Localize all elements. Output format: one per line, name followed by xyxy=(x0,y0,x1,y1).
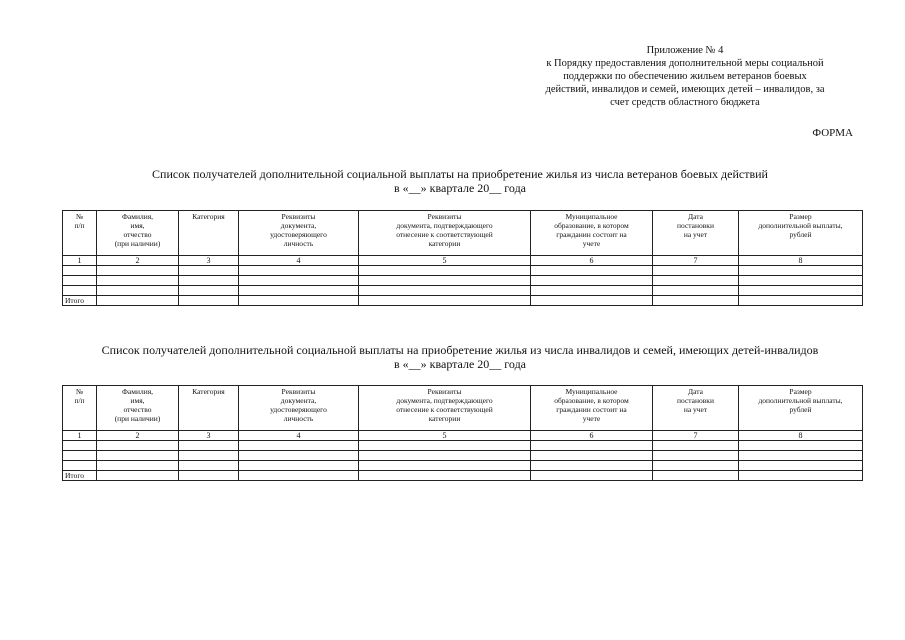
annex-line: поддержки по обеспечению жильем ветеранов боевых xyxy=(563,71,807,82)
empty-cell[interactable] xyxy=(739,461,863,471)
column-number: 7 xyxy=(653,431,739,441)
empty-cell[interactable] xyxy=(179,286,239,296)
column-number: 5 xyxy=(359,431,531,441)
column-header-line: Дата xyxy=(688,212,703,221)
empty-cell[interactable] xyxy=(97,451,179,461)
empty-cell[interactable] xyxy=(97,286,179,296)
column-header-line: постановки xyxy=(677,221,714,230)
column-header-line: Фамилия, xyxy=(121,212,154,221)
total-cell[interactable] xyxy=(531,296,653,306)
column-number: 1 xyxy=(63,431,97,441)
column-header-line: учете xyxy=(582,239,601,248)
table-row xyxy=(63,276,863,286)
column-header-line: на учет xyxy=(683,230,708,239)
empty-cell[interactable] xyxy=(531,286,653,296)
empty-cell[interactable] xyxy=(653,286,739,296)
column-header-line: гражданин состоит на xyxy=(556,230,627,239)
empty-cell[interactable] xyxy=(359,461,531,471)
empty-cell[interactable] xyxy=(359,276,531,286)
column-header-line: личность xyxy=(283,239,314,248)
column-header-line: дополнительной выплаты, xyxy=(758,221,843,230)
empty-cell[interactable] xyxy=(63,286,97,296)
empty-cell[interactable] xyxy=(179,266,239,276)
total-label: Итого xyxy=(63,296,97,306)
column-number: 8 xyxy=(739,431,863,441)
total-cell[interactable] xyxy=(179,296,239,306)
total-cell[interactable] xyxy=(97,296,179,306)
column-header-line: удостоверяющего xyxy=(270,405,327,414)
empty-cell[interactable] xyxy=(739,266,863,276)
total-cell[interactable] xyxy=(97,471,179,481)
column-number: 4 xyxy=(239,431,359,441)
column-header-line: документа, xyxy=(280,221,317,230)
total-cell[interactable] xyxy=(739,296,863,306)
annex-line: счет средств областного бюджета xyxy=(610,97,760,108)
table2-title: Список получателей дополнительной социальной выплаты на приобретение жилья из числа инвалидов и семей, имеющих детей-инвалидов xyxy=(101,343,819,357)
column-header-line: на учет xyxy=(683,405,708,414)
total-cell[interactable] xyxy=(359,296,531,306)
table1-header-row xyxy=(63,211,863,256)
empty-cell[interactable] xyxy=(653,451,739,461)
empty-cell[interactable] xyxy=(239,276,359,286)
empty-cell[interactable] xyxy=(179,451,239,461)
empty-cell[interactable] xyxy=(63,461,97,471)
total-cell[interactable] xyxy=(653,471,739,481)
column-header-line: категории xyxy=(428,414,461,423)
column-header xyxy=(531,211,653,256)
column-header xyxy=(63,211,97,256)
column-header xyxy=(531,386,653,431)
total-cell[interactable] xyxy=(179,471,239,481)
column-header-line: документа, подтверждающего xyxy=(396,396,493,405)
column-header-line: п/п xyxy=(74,396,85,405)
empty-cell[interactable] xyxy=(359,451,531,461)
empty-cell[interactable] xyxy=(179,276,239,286)
empty-cell[interactable] xyxy=(531,266,653,276)
column-header-line: категории xyxy=(428,239,461,248)
empty-cell[interactable] xyxy=(239,266,359,276)
empty-cell[interactable] xyxy=(653,266,739,276)
empty-cell[interactable] xyxy=(531,441,653,451)
annex-number: Приложение № 4 xyxy=(646,45,724,56)
empty-cell[interactable] xyxy=(239,461,359,471)
empty-cell[interactable] xyxy=(653,276,739,286)
table1-title: Список получателей дополнительной социальной выплаты на приобретение жилья из числа ветеранов боевых действий xyxy=(152,167,768,181)
total-cell[interactable] xyxy=(739,471,863,481)
column-header-line: гражданин состоит на xyxy=(556,405,627,414)
empty-cell[interactable] xyxy=(63,266,97,276)
empty-cell[interactable] xyxy=(239,441,359,451)
table2-title-block xyxy=(60,343,860,371)
column-header-line: Категория xyxy=(192,212,225,221)
table2-total-row xyxy=(63,471,863,481)
empty-cell[interactable] xyxy=(239,451,359,461)
empty-cell[interactable] xyxy=(359,286,531,296)
empty-cell[interactable] xyxy=(63,276,97,286)
annex-line: к Порядку предоставления дополнительной меры социальной xyxy=(546,58,824,69)
column-number: 7 xyxy=(653,256,739,266)
column-number: 6 xyxy=(531,256,653,266)
column-number: 6 xyxy=(531,431,653,441)
column-header-line: Муниципальное xyxy=(565,387,618,396)
total-cell[interactable] xyxy=(359,471,531,481)
empty-cell[interactable] xyxy=(653,441,739,451)
column-header xyxy=(359,211,531,256)
empty-cell[interactable] xyxy=(239,286,359,296)
column-number: 2 xyxy=(97,431,179,441)
empty-cell[interactable] xyxy=(97,461,179,471)
column-header-line: Реквизиты xyxy=(281,387,316,396)
table2-grid xyxy=(62,385,863,481)
empty-cell[interactable] xyxy=(97,266,179,276)
column-header-line: Реквизиты xyxy=(427,387,462,396)
form-label: ФОРМА xyxy=(812,127,853,139)
annex-header xyxy=(520,44,850,109)
column-header-line: (при наличии) xyxy=(114,239,161,248)
table-row xyxy=(63,266,863,276)
table2-number-row xyxy=(63,431,863,441)
column-header xyxy=(239,386,359,431)
column-header-line: (при наличии) xyxy=(114,414,161,423)
empty-cell[interactable] xyxy=(179,461,239,471)
column-header-line: имя, xyxy=(130,221,145,230)
empty-cell[interactable] xyxy=(179,441,239,451)
column-header-line: рублей xyxy=(789,405,812,414)
column-header xyxy=(97,386,179,431)
empty-cell[interactable] xyxy=(531,461,653,471)
empty-cell[interactable] xyxy=(63,451,97,461)
column-header-line: образование, в котором xyxy=(554,396,629,405)
total-cell[interactable] xyxy=(653,296,739,306)
column-header-line: № xyxy=(75,387,84,396)
empty-cell[interactable] xyxy=(531,276,653,286)
empty-cell[interactable] xyxy=(739,441,863,451)
column-header-line: дополнительной выплаты, xyxy=(758,396,843,405)
column-header xyxy=(359,386,531,431)
column-header xyxy=(63,386,97,431)
table-row xyxy=(63,286,863,296)
column-header xyxy=(179,386,239,431)
column-header xyxy=(239,211,359,256)
column-header-line: Реквизиты xyxy=(427,212,462,221)
table2-header-row xyxy=(63,386,863,431)
column-header xyxy=(653,211,739,256)
total-cell[interactable] xyxy=(531,471,653,481)
column-header-line: учете xyxy=(582,414,601,423)
column-header-line: образование, в котором xyxy=(554,221,629,230)
column-header-line: № xyxy=(75,212,84,221)
empty-cell[interactable] xyxy=(97,441,179,451)
column-header-line: Фамилия, xyxy=(121,387,154,396)
column-header-line: документа, xyxy=(280,396,317,405)
column-number: 3 xyxy=(179,256,239,266)
empty-cell[interactable] xyxy=(359,441,531,451)
column-header-line: постановки xyxy=(677,396,714,405)
column-header-line: Размер xyxy=(789,387,812,396)
column-header xyxy=(739,211,863,256)
empty-cell[interactable] xyxy=(97,276,179,286)
column-header-line: личность xyxy=(283,414,314,423)
table-row xyxy=(63,441,863,451)
table1-number-row xyxy=(63,256,863,266)
empty-cell[interactable] xyxy=(531,451,653,461)
annex-line: действий, инвалидов и семей, имеющих детей – инвалидов, за xyxy=(545,84,825,95)
column-header-line: документа, подтверждающего xyxy=(396,221,493,230)
empty-cell[interactable] xyxy=(739,276,863,286)
column-header-line: отчество xyxy=(123,405,152,414)
column-header-line: п/п xyxy=(74,221,85,230)
column-header xyxy=(97,211,179,256)
column-header-line: Реквизиты xyxy=(281,212,316,221)
column-header-line: рублей xyxy=(789,230,812,239)
column-header-line: отнесение к соответствующей xyxy=(396,230,493,239)
column-number: 5 xyxy=(359,256,531,266)
column-header xyxy=(179,211,239,256)
table1-total-row xyxy=(63,296,863,306)
column-header xyxy=(739,386,863,431)
column-header-line: Дата xyxy=(688,387,703,396)
table1-title-block xyxy=(60,167,860,195)
column-number: 4 xyxy=(239,256,359,266)
table1-grid xyxy=(62,210,863,306)
total-cell[interactable] xyxy=(239,471,359,481)
column-number: 2 xyxy=(97,256,179,266)
empty-cell[interactable] xyxy=(739,451,863,461)
empty-cell[interactable] xyxy=(63,441,97,451)
empty-cell[interactable] xyxy=(359,266,531,276)
column-header-line: Размер xyxy=(789,212,812,221)
column-header xyxy=(653,386,739,431)
table2-subtitle: в «__» квартале 20__ года xyxy=(393,357,527,371)
column-header-line: имя, xyxy=(130,396,145,405)
column-header-line: удостоверяющего xyxy=(270,230,327,239)
total-label: Итого xyxy=(63,471,97,481)
table-row xyxy=(63,451,863,461)
empty-cell[interactable] xyxy=(653,461,739,471)
empty-cell[interactable] xyxy=(739,286,863,296)
column-header-line: отнесение к соответствующей xyxy=(396,405,493,414)
column-number: 3 xyxy=(179,431,239,441)
column-number: 1 xyxy=(63,256,97,266)
table-row xyxy=(63,461,863,471)
column-header-line: Муниципальное xyxy=(565,212,618,221)
table1-subtitle: в «__» квартале 20__ года xyxy=(393,181,527,195)
column-header-line: отчество xyxy=(123,230,152,239)
column-number: 8 xyxy=(739,256,863,266)
total-cell[interactable] xyxy=(239,296,359,306)
column-header-line: Категория xyxy=(192,387,225,396)
